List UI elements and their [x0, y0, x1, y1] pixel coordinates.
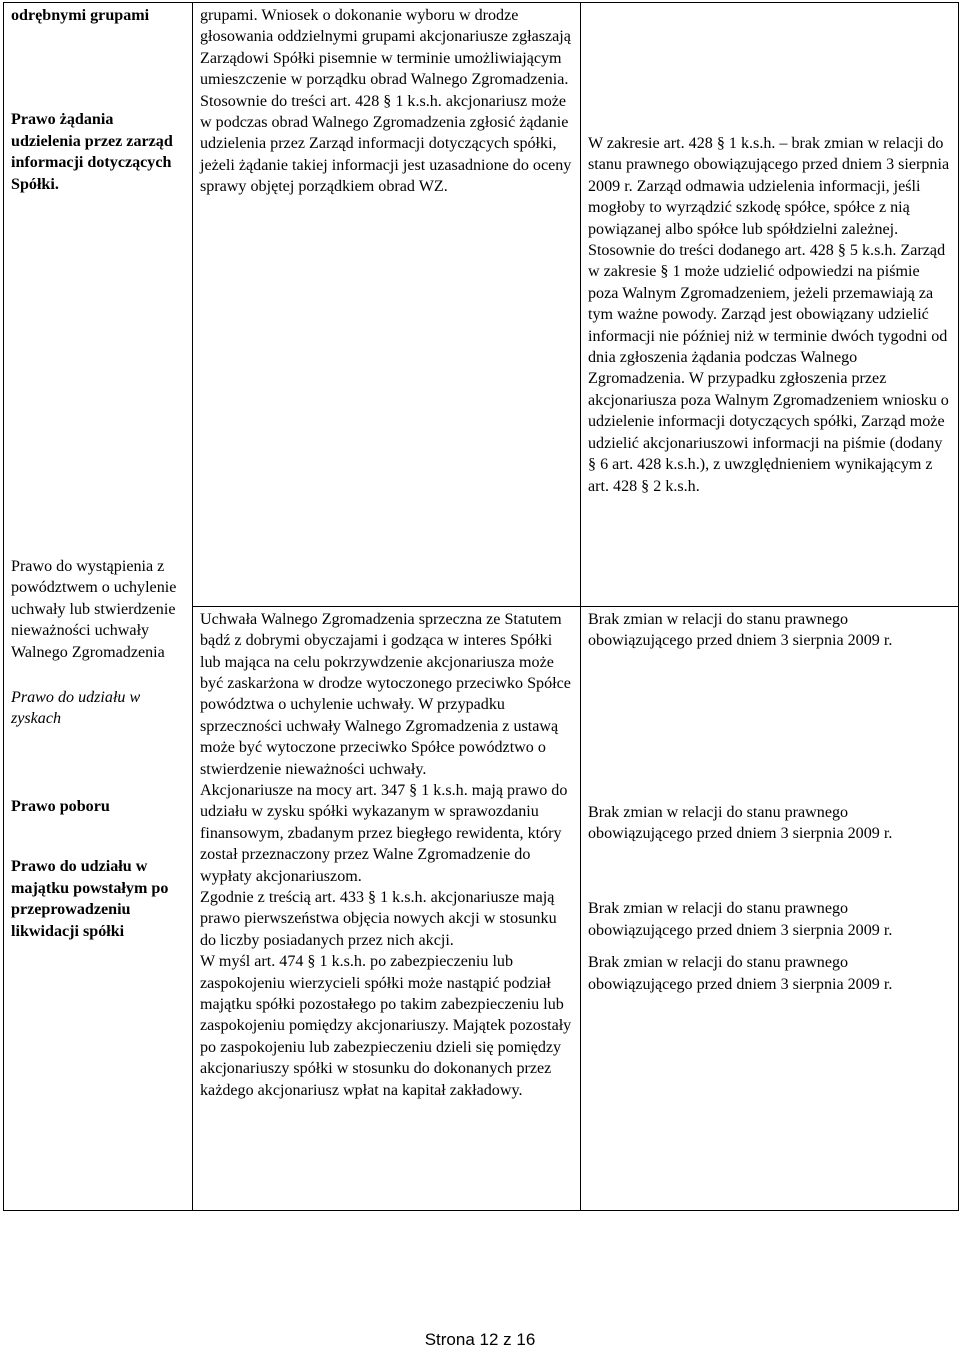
- change-cell: [581, 3, 959, 607]
- description-grupami: grupami. Wniosek o dokonanie wyboru w drodze głosowania oddzielnymi grupami akcjonariusze zgłaszają Zarządowi Spółki pisemnie w terminie umożliwiającym umieszczenie w porządku obrad Walnego Zgromadzenia.: [200, 7, 571, 89]
- page-label: Strona: [424, 1330, 480, 1349]
- right-name-information: Prawo żądania udzielenia przez zarząd informacji dotyczących Spółki.: [11, 111, 173, 193]
- change-pre-emption: Brak zmian w relacji do stanu prawnego obowiązującego przed dniem 3 sierpnia 2009 r.: [588, 900, 893, 939]
- description-pre-emption: Zgodnie z treścią art. 433 § 1 k.s.h. akcjonariusze mają prawo pierwszeństwa objęcia nowych akcji w stosunku do liczby posiadanych przez nich akcji.: [200, 889, 557, 949]
- change-information: W zakresie art. 428 § 1 k.s.h. – brak zmian w relacji do stanu prawnego obowiązującego przed dniem 3 sierpnia 2009 r. Zarząd odmawia udzielenia informacji, jeśli mogłoby to wyrządzić szkodę spółce, spółce z nią powiązanej albo spółce lub spółdzielni zależnej. Stosownie do treści dodanego art. 428 § 5 k.s.h. Zarząd w zakresie § 1 może udzielić odpowiedzi na piśmie poza Walnym Zgromadzeniem, jeżeli przemawiają za tym ważne powody. Zarząd jest obowiązany udzielić informacji nie później niż w terminie dwóch tygodni od dnia zgłoszenia żądania podczas Walnego Zgromadzenia. W przypadku zgłoszenia przez akcjonariusza poza Walnym Zgromadzeniem wniosku o udzielenie informacji dotyczących spółki, Zarząd może udzielić akcjonariuszowi informacji na piśmie (dodany § 6 art. 428 k.s.h.), z uwzględnieniem wynikającym z art. 428 § 2 k.s.h.: [588, 135, 950, 495]
- page-footer: [0, 1330, 960, 1350]
- right-name-profit: Prawo do udziału w zyskach: [11, 689, 141, 728]
- page-separator: z: [498, 1330, 517, 1349]
- page-number-total: 16: [516, 1330, 536, 1349]
- rights-table: [3, 2, 959, 1211]
- description-liquidation: W myśl art. 474 § 1 k.s.h. po zabezpieczeniu lub zaspokojeniu wierzycieli spółki może nastąpić podział majątku spółki pozostałego po takim zabezpieczeniu lub zaspokojeniu pomiędzy akcjonariuszy. Majątek pozostały po zaspokojeniu lub zabezpieczeniu dzieli się pomiędzy akcjonariuszy spółki w stosunku do dokonanych przez każdego akcjonariusz wpłat na kapitał zakładowy.: [200, 953, 572, 1099]
- right-name-liquidation: Prawo do udziału w majątku powstałym po przeprowadzeniu likwidacji spółki: [11, 858, 169, 940]
- change-profit: Brak zmian w relacji do stanu prawnego obowiązującego przed dniem 3 sierpnia 2009 r.: [588, 803, 893, 842]
- change-cell: [581, 606, 959, 1210]
- right-name-lawsuit: Prawo do wystąpienia z powództwem o uchylenie uchwały lub stwierdzenie nieważności uchwały Walnego Zgromadzenia: [11, 558, 177, 661]
- change-liquidation: Brak zmian w relacji do stanu prawnego obowiązującego przed dniem 3 sierpnia 2009 r.: [588, 954, 893, 993]
- description-information: Stosownie do treści art. 428 § 1 k.s.h. akcjonariusz może w podczas obrad Walnego Zgromadzenia zgłosić żądanie udzielenia przez Zarząd informacji dotyczących spółki, jeżeli żądanie takiej informacji jest uzasadnione do oceny sprawy objętej porządkiem obrad WZ.: [200, 92, 572, 196]
- right-name-pre-emption: Prawo poboru: [11, 797, 110, 815]
- table-row: [4, 3, 959, 607]
- description-cell: [193, 606, 581, 1210]
- description-profit: Akcjonariusze na mocy art. 347 § 1 k.s.h. mają prawo do udziału w zysku spółki wykazanym w sprawozdaniu finansowym, zbadanym przez biegłego rewidenta, który został przeznaczony przez Walne Zgromadzenie do wypłaty akcjonariuszom.: [200, 781, 568, 885]
- page-number-current: 12: [479, 1330, 499, 1349]
- description-cell: [193, 3, 581, 607]
- right-cell-group-a: [4, 3, 193, 1211]
- description-lawsuit: Uchwała Walnego Zgromadzenia sprzeczna ze Statutem bądź z dobrymi obyczajami i godząca w interes Spółki lub mająca na celu pokrzywdzenie akcjonariusza może być zaskarżona w drodze wytoczonego przeciwko Spółce powództwa o uchylenie uchwały. W przypadku sprzeczności uchwały Walnego Zgromadzenia z ustawą może być wytoczone przeciwko Spółce powództwo o stwierdzenie nieważności uchwały.: [200, 610, 571, 778]
- right-name-grupami: odrębnymi grupami: [11, 7, 150, 24]
- change-lawsuit: Brak zmian w relacji do stanu prawnego obowiązującego przed dniem 3 sierpnia 2009 r.: [588, 610, 893, 650]
